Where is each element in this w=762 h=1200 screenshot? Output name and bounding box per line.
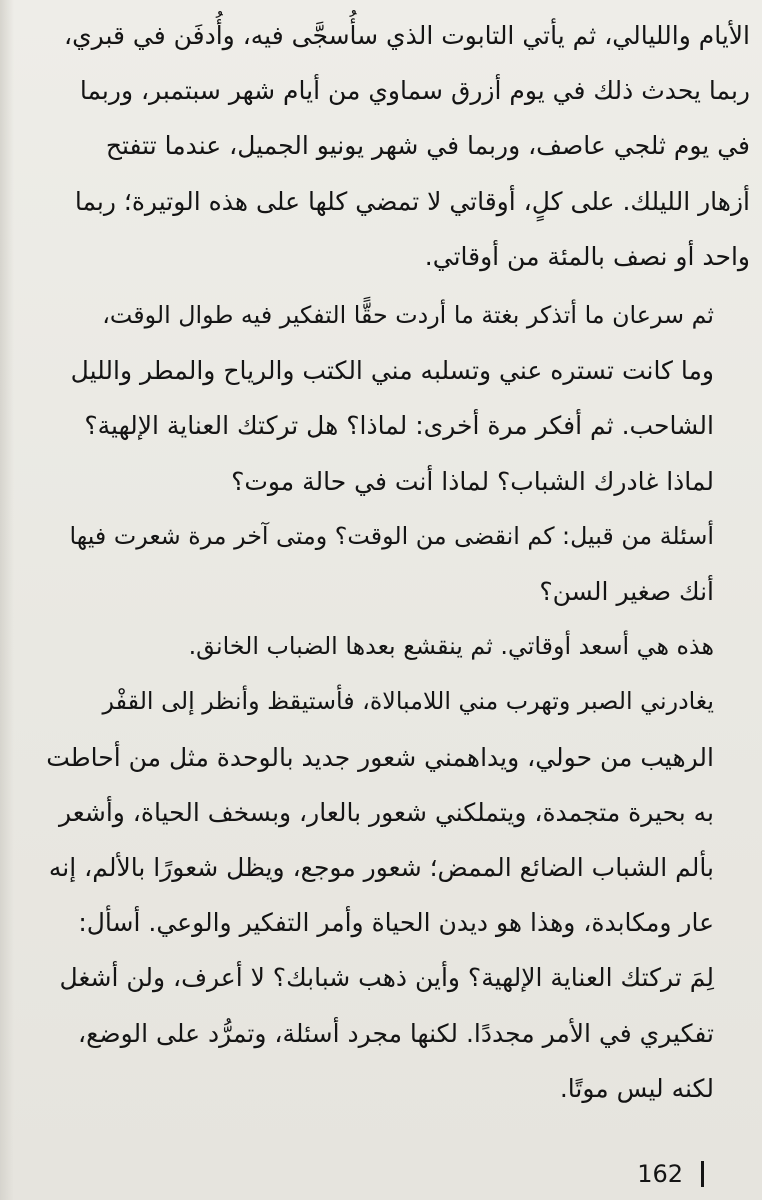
text-line: يغادرني الصبر وتهرب مني اللامبالاة، فأستيقظ وأنظر إلى القفْر [102, 687, 714, 716]
page-body-text [20, 8, 750, 1116]
text-line: عار ومكابدة، وهذا هو ديدن الحياة وأمر التفكير والوعي. أسأل: [78, 908, 714, 938]
text-line: لماذا غادرك الشباب؟ لماذا أنت في حالة موت؟ [231, 466, 714, 496]
page-edge-shadow [0, 0, 14, 1200]
text-line: أزهار الليلك. على كلٍ، أوقاتي لا تمضي كلها على هذه الوتيرة؛ ربما [74, 186, 750, 216]
page-footer [637, 1160, 704, 1188]
paragraph-2 [20, 288, 750, 509]
text-line: واحد أو نصف بالمئة من أوقاتي. [424, 241, 750, 271]
text-line: هذه هي أسعد أوقاتي. ثم ينقشع بعدها الضباب الخانق. [188, 632, 714, 661]
page-number: 162 [637, 1160, 683, 1188]
text-line: ثم سرعان ما أتذكر بغتة ما أردت حقًّا التفكير فيه طوال الوقت، [102, 301, 714, 330]
footer-divider [701, 1161, 704, 1187]
text-line: أنك صغير السن؟ [539, 577, 714, 607]
text-line: به بحيرة متجمدة، ويتملكني شعور بالعار، وبسخف الحياة، وأشعر [59, 797, 714, 827]
text-line: الشاحب. ثم أفكر مرة أخرى: لماذا؟ هل تركتك العناية الإلهية؟ [84, 411, 714, 441]
paragraph-1 [20, 8, 750, 284]
text-line: في يوم ثلجي عاصف، وربما في شهر يونيو الجميل، عندما تتفتح [105, 131, 750, 161]
text-line: تفكيري في الأمر مجددًا. لكنها مجرد أسئلة، وتمرُّد على الوضع، [78, 1018, 714, 1048]
text-line: لكنه ليس موتًا. [559, 1073, 714, 1103]
paragraph-3 [20, 509, 750, 619]
text-line: أسئلة من قبيل: كم انقضى من الوقت؟ ومتى آخر مرة شعرت فيها [69, 521, 714, 550]
text-line: الأيام والليالي، ثم يأتي التابوت الذي سأُسجَّى فيه، وأُدفَن في قبري، [64, 21, 750, 50]
text-line: ربما يحدث ذلك في يوم أزرق سماوي من أيام شهر سبتمبر، وربما [79, 76, 750, 106]
text-line: الرهيب من حولي، ويداهمني شعور جديد بالوحدة مثل من أحاطت [46, 742, 714, 772]
text-line: لِمَ تركتك العناية الإلهية؟ وأين ذهب شبابك؟ لا أعرف، ولن أشغل [59, 963, 714, 993]
paragraph-5 [20, 674, 750, 1116]
text-line: بألم الشباب الضائع الممض؛ شعور موجع، ويظل شعورًا بالألم، إنه [48, 853, 714, 883]
text-line: وما كانت تستره عني وتسلبه مني الكتب والرياح والمطر والليل [70, 356, 714, 386]
paragraph-4 [20, 619, 750, 674]
